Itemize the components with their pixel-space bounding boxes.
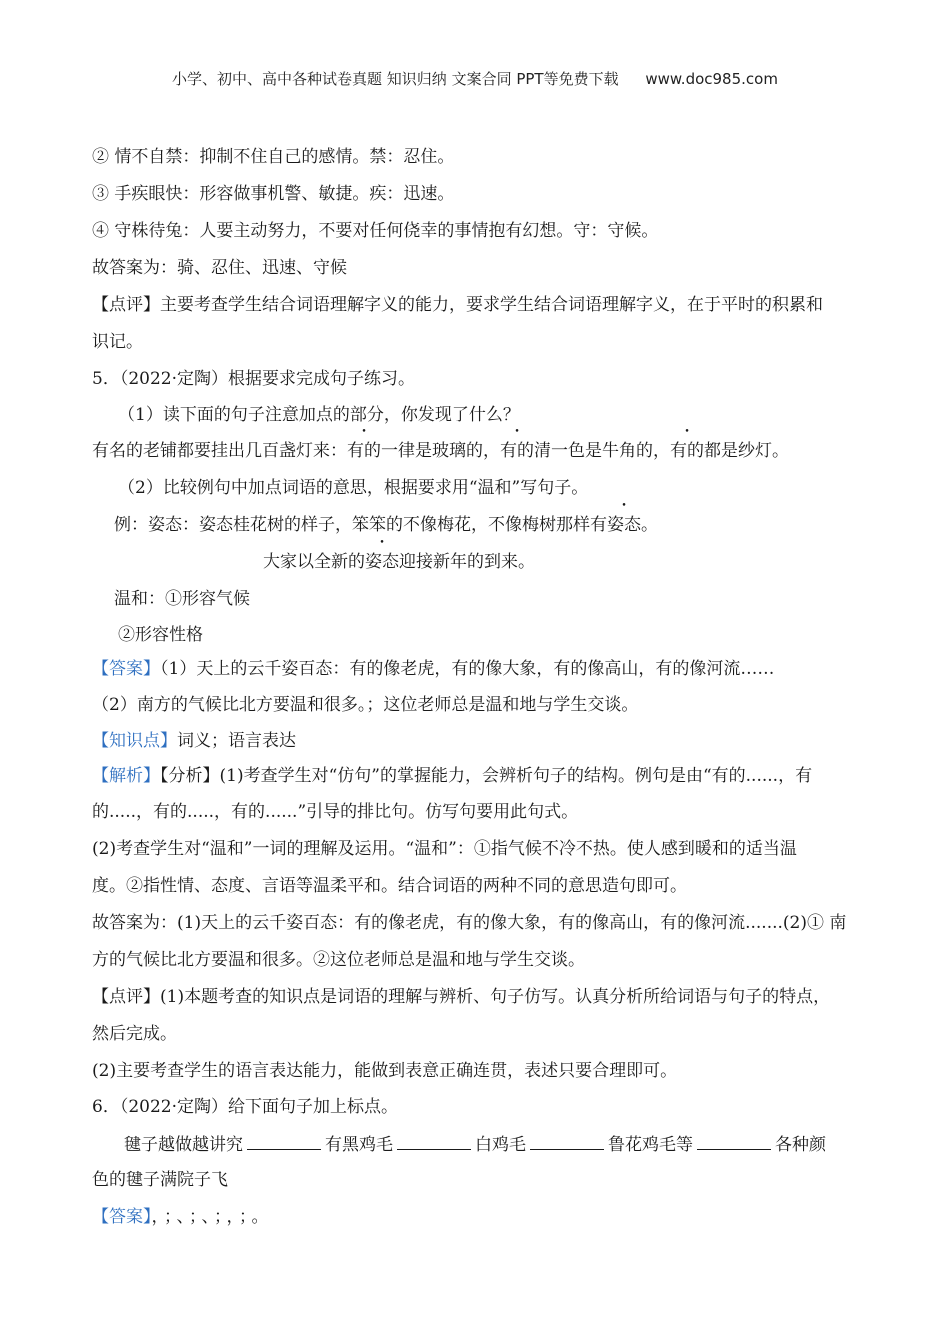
analysis-tag: 【解析】 — [92, 766, 160, 786]
q5-analysis-3: (2)考查学生对“温和”一词的理解及运用。“温和”：①指气候不冷不热。使人感到暖和的适当温 — [92, 839, 797, 859]
example-text: 大家以全新的 — [263, 552, 365, 572]
q4-item-2: ② 情不自禁：抑制不住自己的感情。禁：忍住。 — [92, 147, 455, 167]
header-url[interactable]: www.doc985.com — [645, 70, 778, 88]
dotted-word: 有的 — [500, 441, 534, 461]
q6-answer — [92, 1206, 273, 1228]
q6-sentence — [124, 1133, 826, 1156]
review-tag: 【点评】 — [92, 987, 160, 1007]
punctuation-blank[interactable] — [247, 1133, 321, 1150]
example-text: 迎接新年的到来。 — [399, 552, 535, 572]
sentence-seg: 一律是玻璃的， — [381, 441, 500, 461]
header-text: 小学、初中、高中各种试卷真题 知识归纳 文案合同 PPT等免费下载 — [172, 70, 619, 88]
dotted-word: 有的 — [347, 441, 381, 461]
review-tag: 【点评】 — [92, 295, 160, 315]
q5-review — [92, 986, 830, 1008]
sentence-seg: 白鸡毛 — [475, 1135, 526, 1155]
q6-title: 6．（2022·定陶）给下面句子加上标点。 — [92, 1097, 398, 1117]
dotted-word: 有的 — [670, 441, 704, 461]
punctuation-blank[interactable] — [397, 1133, 471, 1150]
q5-sentence — [92, 440, 789, 462]
knowledge-text: 词义；语言表达 — [177, 731, 296, 751]
dotted-word: 姿态 — [365, 552, 399, 572]
review-text: (1)本题考查的知识点是词语的理解与辨析、句子仿写。认真分析所给词语与句子的特点， — [160, 987, 831, 1007]
sentence-seg: 都是纱灯。 — [704, 441, 789, 461]
q5-final-1: 故答案为：(1)天上的云千姿百态：有的像老虎，有的像大象，有的像高山，有的像河流.......(2)① 南 — [92, 913, 847, 933]
knowledge-tag: 【知识点】 — [92, 731, 177, 751]
answer-tag: 【答案】 — [92, 659, 160, 679]
q4-answer: 故答案为：骑、忍住、迅速、守候 — [92, 258, 347, 278]
q4-item-3: ③ 手疾眼快：形容做事机警、敏捷。疾：迅速。 — [92, 184, 455, 204]
analysis-text: 【分析】(1)考查学生对“仿句”的掌握能力，会辨析句子的结构。例句是由“有的......，有 — [160, 766, 813, 786]
q5-analysis-4: 度。②指性情、态度、言语等温柔平和。结合词语的两种不同的意思造句即可。 — [92, 876, 687, 896]
q4-review — [92, 294, 823, 316]
q5-part2-prompt: （2）比较例句中加点词语的意思，根据要求用“温和”写句子。 — [118, 478, 589, 498]
sentence-seg: 有名的老铺都要挂出几百盏灯来： — [92, 441, 347, 461]
q5-example-2 — [263, 551, 535, 573]
answer-text: ，；、；、；，；。 — [151, 1207, 273, 1227]
sentence-seg: 有黑鸡毛 — [325, 1135, 393, 1155]
review-text: 主要考查学生结合词语理解字义的能力，要求学生结合词语理解字义，在于平时的积累和 — [160, 295, 823, 315]
q5-review-2: 然后完成。 — [92, 1024, 177, 1044]
q5-wenhe-1: 温和：①形容气候 — [114, 589, 250, 609]
q5-answer-2: （2）南方的气候比北方要温和很多。；这位老师总是温和地与学生交谈。 — [92, 695, 639, 715]
q5-answer-1 — [92, 658, 774, 680]
example-text: 例：姿态：姿态桂花树的样子，笨笨的不像梅花，不像梅树那样有 — [114, 515, 607, 535]
sentence-seg: 各种颜 — [775, 1135, 826, 1155]
sentence-seg: 鲁花鸡毛等 — [608, 1135, 693, 1155]
q6-sentence-2: 色的毽子满院子飞 — [92, 1170, 228, 1190]
sentence-seg: 清一色是牛角的， — [534, 441, 670, 461]
page-header — [0, 68, 950, 89]
q5-title: 5．（2022·定陶）根据要求完成句子练习。 — [92, 369, 415, 389]
punctuation-blank[interactable] — [530, 1133, 604, 1150]
answer-tag: 【答案】 — [92, 1207, 152, 1227]
q5-final-2: 方的气候比北方要温和很多。②这位老师总是温和地与学生交谈。 — [92, 950, 585, 970]
q4-review-cont: 识记。 — [92, 332, 143, 352]
punctuation-blank[interactable] — [697, 1133, 771, 1150]
q5-knowledge — [92, 730, 296, 752]
q5-example-1 — [114, 514, 658, 536]
q5-review-3: (2)主要考查学生的语言表达能力，能做到表意正确连贯，表述只要合理即可。 — [92, 1061, 678, 1081]
q5-analysis-2: 的.....，有的.....，有的......”引导的排比句。仿写句要用此句式。 — [92, 802, 579, 822]
q5-part1-prompt: （1）读下面的句子注意加点的部分，你发现了什么？ — [118, 405, 520, 425]
q5-analysis-1 — [92, 765, 812, 787]
dotted-word: 姿态 — [607, 515, 641, 535]
example-text: 。 — [641, 515, 658, 535]
q4-item-4: ④ 守株待兔：人要主动努力，不要对任何侥幸的事情抱有幻想。守：守候。 — [92, 221, 659, 241]
sentence-seg: 毽子越做越讲究 — [124, 1135, 243, 1155]
answer-text: （1）天上的云千姿百态：有的像老虎，有的像大象，有的像高山，有的像河流…… — [160, 659, 775, 679]
q5-wenhe-2: ②形容性格 — [118, 625, 203, 645]
